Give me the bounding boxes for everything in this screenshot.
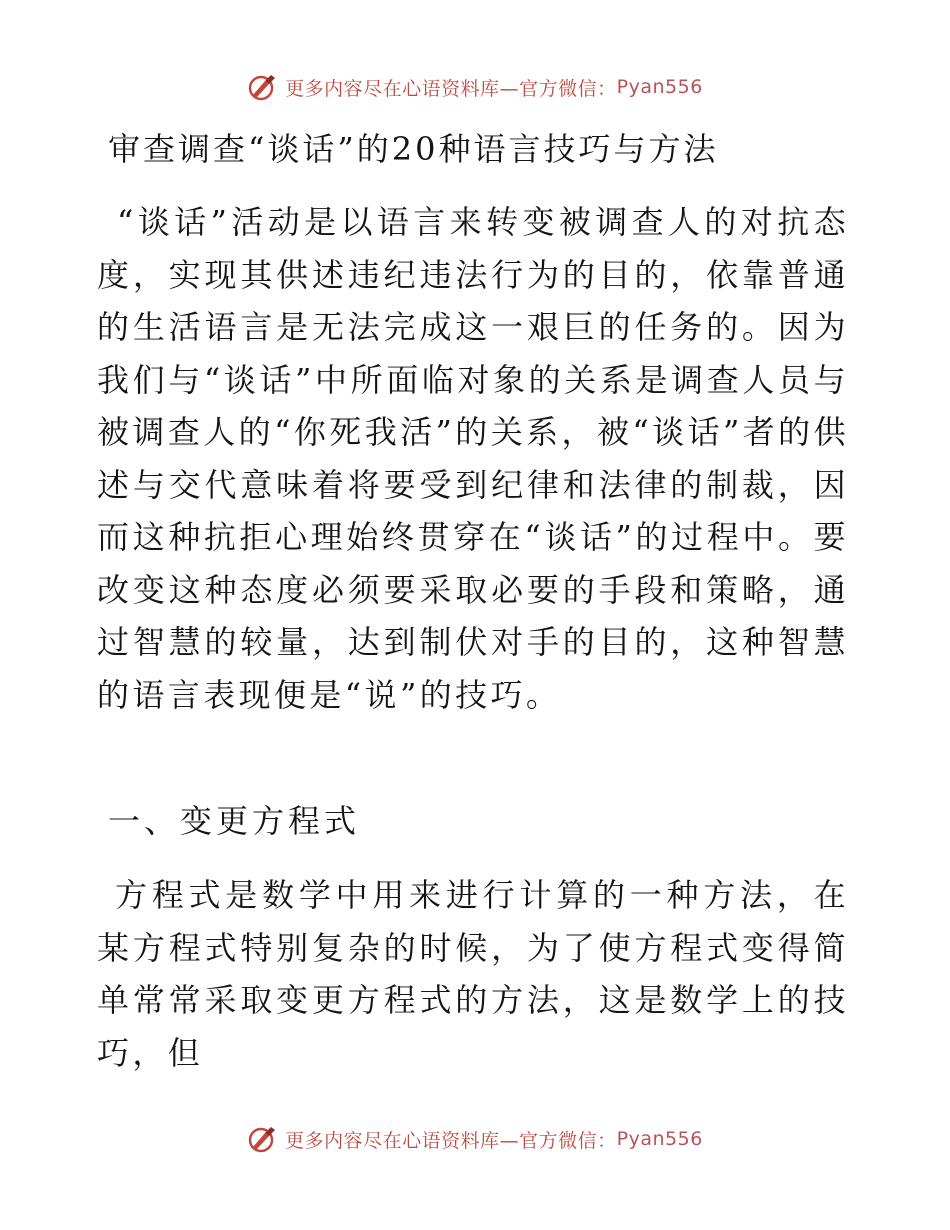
watermark-footer: [0, 1125, 950, 1153]
document-title: 审查调查“谈话”的20种语言技巧与方法: [108, 130, 719, 168]
watermark-text: 更多内容尽在心语资料库—官方微信：: [285, 77, 617, 100]
watermark-header: [0, 73, 950, 101]
intro-paragraph: “谈话”活动是以语言来转变被调查人的对抗态度，实现其供述违纪违法行为的目的，依靠普通的生活语言是无法完成这一艰巨的任务的。因为我们与“谈话”中所面临对象的关系是调查人员与被调查人的“你死我活”的关系，被“谈话”者的供述与交代意味着将要受到纪律和法律的制裁，因而这种抗拒心理始终贯穿在“谈话”的过程中。要改变这种态度必须要采取必要的手段和策略，通过智慧的较量，达到制伏对手的目的，这种智慧的语言表现便是“说”的技巧。: [97, 203, 849, 714]
section-paragraph: 方程式是数学中用来进行计算的一种方法，在某方程式特别复杂的时候，为了使方程式变得简单常常采取变更方程式的方法，这是数学上的技巧，但: [97, 876, 849, 1072]
watermark-wechat-id: Pyan556: [616, 76, 703, 98]
pen-logo-icon: [247, 1125, 279, 1153]
pen-logo-icon: [247, 73, 279, 101]
watermark-wechat-id: Pyan556: [616, 1128, 703, 1150]
watermark-text: 更多内容尽在心语资料库—官方微信：: [285, 1129, 617, 1152]
section-heading: 一、变更方程式: [108, 802, 361, 840]
